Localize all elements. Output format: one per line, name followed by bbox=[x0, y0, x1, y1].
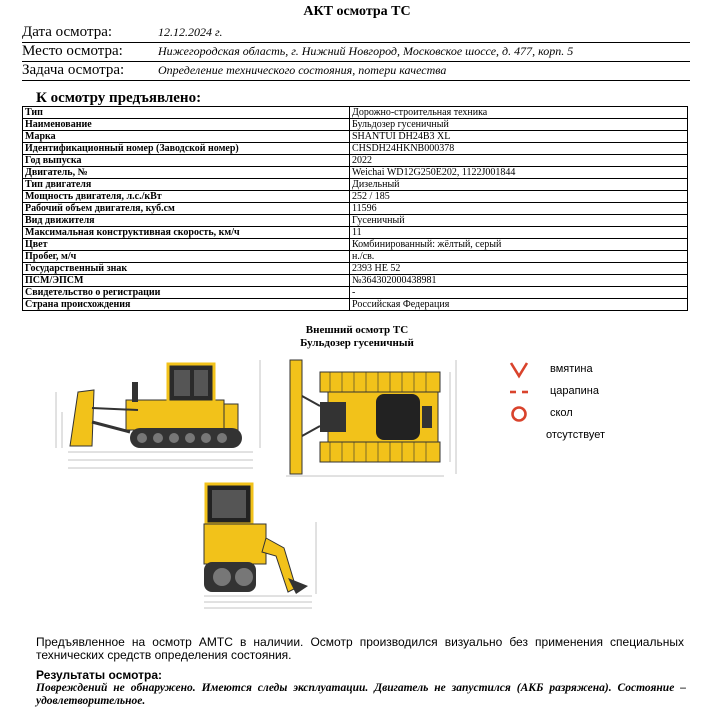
spec-table bbox=[22, 106, 688, 311]
spec-value: Российская Федерация bbox=[350, 299, 688, 311]
spec-row bbox=[23, 299, 688, 311]
legend-label: отсутствует bbox=[546, 429, 606, 441]
meta-row-task bbox=[22, 62, 690, 81]
spec-key: Двигатель, № bbox=[23, 167, 350, 179]
spec-row bbox=[23, 131, 688, 143]
inspection-subtitle: Бульдозер гусеничный bbox=[300, 337, 414, 349]
spec-value: Дорожно-строительная техника bbox=[350, 107, 688, 119]
dash-icon bbox=[508, 382, 532, 402]
spec-value: Weichai WD12G250E202, 1122J001844 bbox=[350, 167, 688, 179]
spec-key: Максимальная конструктивная скорость, км/ч bbox=[23, 227, 350, 239]
spec-value: SHANTUI DH24B3 XL bbox=[350, 131, 688, 143]
legend-label: скол bbox=[550, 407, 573, 419]
inspection-description: Предъявленное на осмотр АМТС в наличии. Осмотр производился визуально без применения специальных технических средств определения состояния. bbox=[36, 635, 684, 662]
bulldozer-top-view bbox=[284, 356, 464, 480]
meta-label: Место осмотра: bbox=[22, 43, 123, 59]
presented-heading: К осмотру предъявлено: bbox=[36, 90, 202, 106]
spec-key: Тип двигателя bbox=[23, 179, 350, 191]
circle-icon bbox=[508, 404, 532, 424]
spec-key: Государственный знак bbox=[23, 263, 350, 275]
results-text: Повреждений не обнаружено. Имеются следы эксплуатации. Двигатель не запустился (АКБ разряжена). Состояние – удовлетворительное. bbox=[36, 682, 686, 707]
spec-key: Наименование bbox=[23, 119, 350, 131]
spec-value: Гусеничный bbox=[350, 215, 688, 227]
spec-key: Цвет bbox=[23, 239, 350, 251]
legend-label: царапина bbox=[550, 385, 599, 397]
meta-value: Нижегородская область, г. Нижний Новгород, Московское шоссе, д. 477, корп. 5 bbox=[158, 44, 574, 58]
spec-value: Дизельный bbox=[350, 179, 688, 191]
legend-item-scratch bbox=[508, 382, 638, 404]
spec-value: №364302000438981 bbox=[350, 275, 688, 287]
meta-value: Определение технического состояния, потери качества bbox=[158, 63, 447, 77]
spec-row bbox=[23, 143, 688, 155]
spec-row bbox=[23, 179, 688, 191]
inspection-title: Внешний осмотр ТС bbox=[305, 324, 409, 336]
spec-row bbox=[23, 227, 688, 239]
spec-row bbox=[23, 203, 688, 215]
spec-row bbox=[23, 119, 688, 131]
spec-row bbox=[23, 167, 688, 179]
spec-key: Страна происхождения bbox=[23, 299, 350, 311]
meta-label: Задача осмотра: bbox=[22, 62, 125, 78]
spec-key: Рабочий объем двигателя, куб.см bbox=[23, 203, 350, 215]
spec-key: Свидетельство о регистрации bbox=[23, 287, 350, 299]
spec-value: - bbox=[350, 287, 688, 299]
spec-key: Марка bbox=[23, 131, 350, 143]
spec-row bbox=[23, 275, 688, 287]
spec-row bbox=[23, 191, 688, 203]
spec-value: Комбинированный: жёлтый, серый bbox=[350, 239, 688, 251]
meta-label: Дата осмотра: bbox=[22, 24, 113, 40]
damage-legend bbox=[508, 360, 638, 448]
meta-row-place bbox=[22, 43, 690, 62]
spec-row bbox=[23, 263, 688, 275]
legend-item-chip bbox=[508, 404, 638, 426]
v-icon bbox=[508, 360, 532, 380]
meta-value: 12.12.2024 г. bbox=[158, 25, 223, 39]
spec-row bbox=[23, 215, 688, 227]
bulldozer-rear-view bbox=[200, 482, 324, 614]
spec-value: CHSDH24HKNB000378 bbox=[350, 143, 688, 155]
bulldozer-side-view bbox=[48, 352, 270, 476]
spec-row bbox=[23, 107, 688, 119]
spec-key: Идентификационный номер (Заводской номер) bbox=[23, 143, 350, 155]
spec-row bbox=[23, 155, 688, 167]
legend-item-missing bbox=[508, 426, 638, 448]
spec-value: 252 / 185 bbox=[350, 191, 688, 203]
spec-value: н./св. bbox=[350, 251, 688, 263]
results-heading: Результаты осмотра: bbox=[36, 668, 162, 682]
spec-value: 11 bbox=[350, 227, 688, 239]
spec-value: 2022 bbox=[350, 155, 688, 167]
spec-key: Тип bbox=[23, 107, 350, 119]
page-title: АКТ осмотра ТС bbox=[303, 4, 411, 19]
spec-key: Пробег, м/ч bbox=[23, 251, 350, 263]
spec-value: Бульдозер гусеничный bbox=[350, 119, 688, 131]
spec-key: ПСМ/ЭПСМ bbox=[23, 275, 350, 287]
spec-key: Вид движителя bbox=[23, 215, 350, 227]
spec-key: Мощность двигателя, л.с./кВт bbox=[23, 191, 350, 203]
spec-value: 2393 НЕ 52 bbox=[350, 263, 688, 275]
inspection-heading bbox=[0, 324, 714, 350]
legend-item-dent bbox=[508, 360, 638, 382]
meta-row-date bbox=[22, 24, 690, 43]
spec-key: Год выпуска bbox=[23, 155, 350, 167]
spec-row bbox=[23, 239, 688, 251]
spec-row bbox=[23, 287, 688, 299]
spec-value: 11596 bbox=[350, 203, 688, 215]
legend-label: вмятина bbox=[550, 363, 593, 375]
spec-row bbox=[23, 251, 688, 263]
